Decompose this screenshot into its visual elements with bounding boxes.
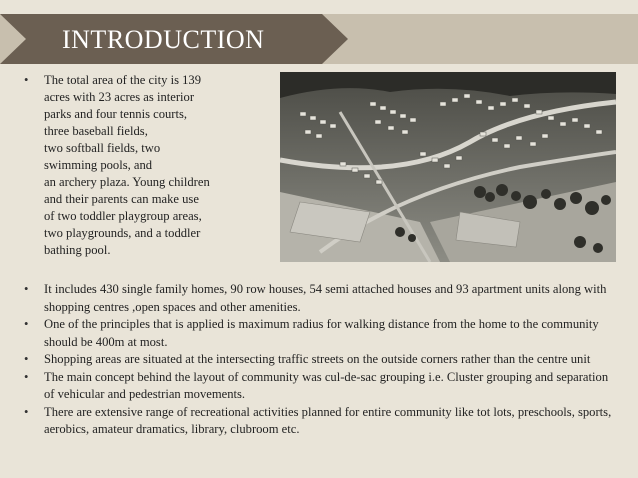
intro-bullet-list bbox=[22, 72, 274, 259]
slide-title: INTRODUCTION bbox=[62, 25, 265, 54]
intro-line: and their parents can make use bbox=[44, 192, 199, 206]
intro-line: bathing pool. bbox=[44, 243, 111, 257]
intro-line: swimming pools, and bbox=[44, 158, 153, 172]
details-bullet-list bbox=[22, 281, 618, 439]
intro-line: • The total area of the city is 139 bbox=[44, 73, 202, 87]
bullet-walking-radius: • One of the principles that is applied is maximum radius for walking distance from the home to the community should be 400m at most. bbox=[22, 316, 618, 351]
intro-line: an archery plaza. Young children bbox=[44, 175, 210, 189]
bullet-shopping: • Shopping areas are situated at the intersecting traffic streets on the outside corners rather than the centre unit bbox=[22, 351, 618, 369]
intro-line: acres with 23 acres as interior bbox=[44, 90, 195, 104]
intro-bullet bbox=[22, 72, 274, 259]
aerial-photo-illustration bbox=[280, 72, 616, 262]
intro-line: two playgrounds, and a toddler bbox=[44, 226, 201, 240]
intro-line: two softball fields, two bbox=[44, 141, 161, 155]
aerial-photo bbox=[280, 72, 616, 262]
bullet-recreation: • There are extensive range of recreational activities planned for entire community like tot lots, preschools, sports, aerobics, amateur dramatics, library, clubroom etc. bbox=[22, 404, 618, 439]
intro-line: of two toddler playgroup areas, bbox=[44, 209, 202, 223]
bullet-cul-de-sac: • The main concept behind the layout of community was cul-de-sac grouping i.e. Cluster grouping and separation of vehicular and pedestrian movements. bbox=[22, 369, 618, 404]
bullet-housing: • It includes 430 single family homes, 90 row houses, 54 semi attached houses and 93 apartment units along with shopping centres ,open spaces and other amenities. bbox=[22, 281, 618, 316]
intro-line: parks and four tennis courts, bbox=[44, 107, 188, 121]
intro-line: three baseball fields, bbox=[44, 124, 148, 138]
